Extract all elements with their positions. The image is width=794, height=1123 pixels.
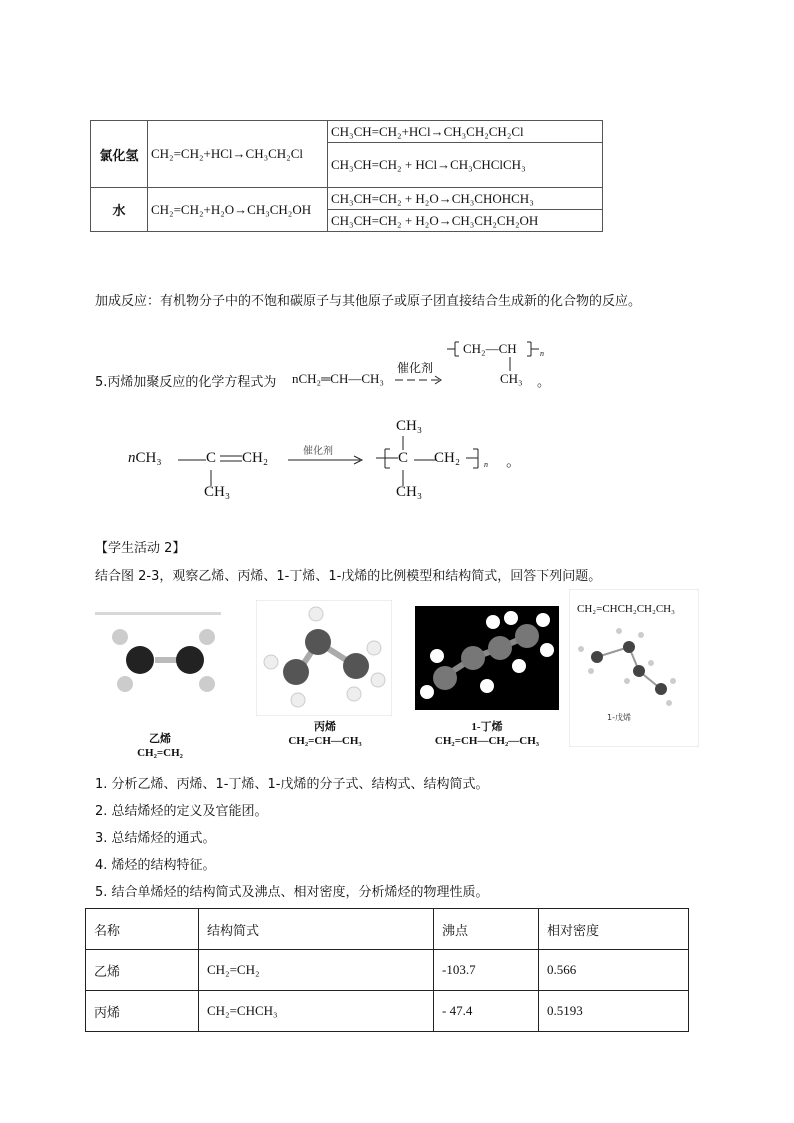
bond-line-icon [398, 436, 408, 452]
question-item: 3. 总结烯烃的通式。 [95, 831, 216, 846]
sentence-end: 。 [537, 375, 551, 390]
methylene-group: CH₂ [434, 450, 461, 466]
propene-polymerization [95, 338, 595, 398]
table-header-row [86, 909, 689, 950]
question-item: 4. 烯烃的结构特征。 [95, 858, 216, 873]
catalyst-label: 催化剂 [397, 361, 434, 375]
double-bond-icon [220, 454, 244, 464]
propene-equation: CH₃CH=CH₂ + H₂O→CH₃CHOHCH₃ [328, 188, 603, 210]
table-cell: 丙烯 [86, 991, 199, 1032]
single-bond-icon [178, 456, 208, 464]
pentene-formula: CH₂=CHCH₂CH₂CH₃ [577, 603, 675, 615]
table-row [86, 950, 689, 991]
alkene-properties-table [85, 908, 689, 1032]
ethene-equation: CH₂=CH₂+H₂O→CH₃CH₂OH [148, 188, 328, 232]
table-row [86, 991, 689, 1032]
question-item: 5. 结合单烯烃的结构简式及沸点、相对密度，分析烯烃的物理性质。 [95, 885, 489, 900]
methyl-group: CH₃ [396, 484, 423, 500]
table-cell: CH₂=CHCH₃ [199, 991, 434, 1032]
addition-reaction-definition: 加成反应：有机物分子中的不饱和碳原子与其他原子或原子团直接结合生成新的化合物的反应。 [95, 294, 642, 309]
reaction-table [90, 120, 603, 232]
sentence-end: 。 [506, 452, 522, 470]
ethene-formula: CH₂=CH₂ [137, 747, 183, 759]
catalyst-label: 催化剂 [303, 446, 333, 457]
reaction-arrow-icon [395, 374, 445, 386]
table-cell: 0.566 [539, 950, 689, 991]
reagent-label: 氯化氢 [91, 121, 148, 188]
reactant-formula: nCH₂═CH—CH₃ [292, 371, 384, 386]
repeat-n: n [540, 349, 544, 358]
propene-equation: CH₃CH=CH₂ + HCl→CH₃CHClCH₃ [328, 143, 603, 188]
methyl-group: CH₃ [204, 484, 231, 500]
repeat-n: n [484, 460, 488, 469]
methyl-group: CH₃ [396, 418, 423, 434]
table-cell: - 47.4 [434, 991, 539, 1032]
header-cell: 相对密度 [539, 909, 689, 950]
table-cell: -103.7 [434, 950, 539, 991]
pentene-name: 1-戊烯 [607, 713, 631, 722]
methyl-group: CH₃ [500, 371, 523, 386]
header-cell: 结构简式 [199, 909, 434, 950]
bond-line-icon [505, 357, 515, 371]
product-backbone: CH₂—CH [463, 341, 517, 356]
header-cell: 沸点 [434, 909, 539, 950]
carbon-atom: C [206, 450, 217, 466]
propene-equation: CH₃CH=CH₂+HCl→CH₃CH₂CH₂Cl [328, 121, 603, 143]
table-cell: 0.5193 [539, 991, 689, 1032]
ethene-model-image [95, 612, 221, 704]
ethene-name: 乙烯 [149, 733, 171, 745]
question-item: 2. 总结烯烃的定义及官能团。 [95, 804, 268, 819]
coefficient-n: n [128, 450, 136, 466]
propene-model-image [256, 600, 392, 716]
reaction-arrow-icon [288, 454, 368, 466]
observe-instruction: 结合图 2-3，观察乙烯、丙烯、1-丁烯、1-戊烯的比例模型和结构简式，回答下列问题。 [95, 569, 602, 584]
bracket-left-icon [376, 446, 398, 472]
reagent-label: 水 [91, 188, 148, 232]
propene-equation: CH₃CH=CH₂ + H₂O→CH₃CH₂CH₂OH [328, 210, 603, 232]
activity-title: 【学生活动 2】 [95, 541, 186, 556]
question-item: 1. 分析乙烯、丙烯、1-丁烯、1-戊烯的分子式、结构式、结构简式。 [95, 777, 489, 792]
butene-name: 1-丁烯 [471, 721, 503, 733]
table-cell: 乙烯 [86, 950, 199, 991]
question-5-prefix: 5.丙烯加聚反应的化学方程式为 [95, 375, 277, 390]
table-cell: CH₂=CH₂ [199, 950, 434, 991]
methyl-group: CH₃ [135, 450, 162, 466]
header-cell: 名称 [86, 909, 199, 950]
methylene-group: CH₂ [242, 450, 269, 466]
butene-formula: CH₂=CH—CH₂—CH₃ [434, 735, 540, 747]
butene-model-image [415, 606, 559, 710]
propene-formula: CH₂=CH—CH₃ [288, 735, 362, 747]
ethene-equation: CH₂=CH₂+HCl→CH₃CH₂Cl [148, 121, 328, 188]
carbon-atom: C [398, 450, 409, 466]
isobutene-polymerization [128, 418, 548, 508]
propene-name: 丙烯 [314, 721, 336, 733]
